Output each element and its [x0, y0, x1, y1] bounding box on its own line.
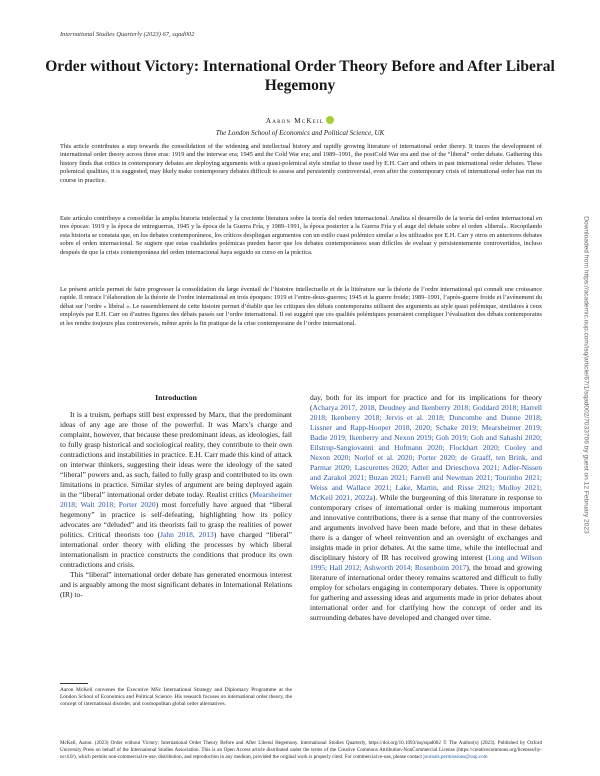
abstract-english: This article contributes a step towards the consolidation of the widening and intellectual history and rapidly growing literature of international order theory. It traces the development of international order theory across three eras: 1919 and the interwar era; 1945 and the Cold War era; and 1989–1991, the postCold War era and rise of the “liberal” order debate. Gathering this history finds that critics in contemporary debates are deploying arguments with a quasi-polemical style similar to those used by E.H. Carr and others in past international order debates. These polemical qualities, it is suggested, may likely make contemporary debates difficult to assess and persistently controversial, even after the contemporary crisis of international order has run its course in practice.	[60, 143, 542, 184]
running-head: International Studies Quarterly (2023) 67, sqad002	[60, 31, 195, 38]
left-column	[60, 393, 292, 600]
intro-paragraph-1: It is a truism, perhaps still best expressed by Marx, that the predominant ideas of any age are those of the powerful. It was Marx’s charge and complaint, however, that because these predominant ideas, as ideologies, fail to fully grasp historical and sociological reality, they contribute to their own contradictions and instabilities in practice. E.H. Carr made this kind of attack on interwar thinkers, suggesting their ideas were the ideology of the sated “liberal” powers and, as such, failed to fully grasp and contributed to its own limitations in practice. Similar styles of argument are being deployed again in the “liberal” international order debate today. Realist critics (Mearsheimer 2018; Walt 2018; Porter 2020) most forcefully have argued that “liberal hegemony” in practice is self-defeating, highlighting how its policy advocates are “deluded” and its theorists fail to grasp the realities of power politics. Critical theorists too (Jahn 2018, 2013) have charged “liberal” international order theory with eliding the processes by which liberal internationalism in practice constructs the conditions that produce its own contradictions and crisis.	[60, 410, 293, 569]
citation-link[interactable]: Acharya 2017, 2018, Deudney and Ikenberry 2018; Goddard 2018; Harrell 2018; Ikenberry 2018; Jervis et al. 2018; Duncombe and Dunne 2018; Lissner and Rapp-Hooper 2018, 2020; Schake 2019; Mearsheimer 2019; Badie 2019; Ikenberry and Nexon 2019; Goh 2019; Goh and Sahashi 2020; Eilstrup-Sangiovanni and Hofmann 2020; Flockhart 2020; Cooley and Nexon 2020; Norlof et al. 2020; Porter 2020; de Graaff, ten Brink, and Parmar 2020; Lascurettes 2020; Adler and Drieschova 2021; Adler-Nissen and Zarakol 2021; Buzan 2021; Farrell and Newman 2021; Tourinho 2021; Weiss and Wallace 2021; Lake, Martin, and Risse 2021; Molloy 2021; McKeil 2021, 2022a	[310, 403, 542, 502]
orcid-icon[interactable]	[326, 116, 334, 124]
author-bio-note: Aaron McKeil convenes the Executive MSc International Strategy and Diplomacy Programme at the London School of Economics and Political Science. His research focuses on international order theory, the concept of international disorder, and cosmopolitan global order alternatives.	[60, 687, 292, 708]
affiliation: The London School of Economics and Political Science, UK	[215, 129, 385, 137]
footnote-rule	[60, 683, 88, 684]
intro-paragraph-continued: day, both for its import for practice and for its implications for theory (Acharya 2017, 2018, Deudney and Ikenberry 2018; Goddard 2018; Harrell 2018; Ikenberry 2018; Jervis et al. 2018; Duncombe and Dunne 2018; Lissner and Rapp-Hooper 2018, 2020; Schake 2019; Mearsheimer 2019; Badie 2019; Ikenberry and Nexon 2019; Goh 2019; Goh and Sahashi 2020; Eilstrup-Sangiovanni and Hofmann 2020; Flockhart 2020; Cooley and Nexon 2020; Norlof et al. 2020; Porter 2020; de Graaff, ten Brink, and Parmar 2020; Lascurettes 2020; Adler and Drieschova 2021; Adler-Nissen and Zarakol 2021; Buzan 2021; Farrell and Newman 2021; Tourinho 2021; Weiss and Wallace 2021; Lake, Martin, and Risse 2021; Molloy 2021; McKeil 2021, 2022a). While the burgeoning of this literature in response to contemporary crises of international order is making numerous important and innovative contributions, there is a sense that many of the controversies and arguments involved have been made before, and that in these debates there is a danger of wheel reinvention and an oversight of exchanges and insights made in prior debates. At the same time, while the intellectual and disciplinary history of IR has received growing interest (Long and Wilson 1995; Hall 2012; Ashworth 2014; Rosenboim 2017), the broad and growing literature of international order theory remains scattered and difficult to fully employ for scholars engaging in contemporary debates. There is opportunity for gathering and assessing ideas and arguments made in prior debates about international order and for clarifying how the concept of order and its surrounding debates have developed and changed over time.	[310, 393, 542, 622]
citation-link[interactable]: Long and Wilson 1995; Hall 2012; Ashworth 2014; Rosenboim 2017	[310, 553, 542, 572]
abstract-spanish: Este artículo contribuye a consolidar la amplia historia intelectual y la creciente literatura sobre la teoría del orden internacional. Analiza el desarrollo de la teoría del orden internacional en tres épocas: 1919 y la época de entreguerras, 1945 y la época de la Guerra Fría, y 1989–1991, la época posterior a la Guerra Fría y el auge del debate sobre el orden «liberal». Recopilando esta historia se constata que, en los debates contemporáneos, los críticos despliegan argumentos con un estilo cuasi polémico similar a los utilizados por E.H. Carr y otros en anteriores debates sobre el orden internacional. Se sugiere que estas cualidades polémicas pueden hacer que los debates contemporáneos sean difíciles de evaluar y persistentemente controvertidos, incluso después de que la crisis contemporánea del orden internacional haya seguido su curso en la práctica.	[60, 215, 542, 256]
author-name: Aaron McKeil	[265, 117, 325, 125]
download-watermark: Downloaded from https://academic.oup.com/isq/article/67/1/sqad002/7033706 by guest on 12 February 2023	[582, 216, 590, 534]
abstract-french: Le présent article permet de faire progresser la consolidation du large éventail de l’histoire intellectuelle et de la littérature sur la théorie de l’ordre international qui connaît une croissance rapide. Il retrace l’élaboration de la théorie de l’ordre international en trois époques: 1919 et l’entre-deux-guerres; 1945 et la guerre froide; 1989–1991, l’après-guerre froide et l’avènement du débat sur l’ordre « libéral ». Le rassemblement de cette histoire permet d’établir que les critiques des débats contemporains utilisent des arguments au style quasi polémique, similaires à ceux employés par E.H. Carr ou d’autres figures des débats passés sur l’ordre international. Il est suggéré que ces qualités polémiques pourraient compliquer l’évaluation des débats contemporains et les rendre toujours plus controversés, même après la fin pratique de la crise contemporaine de l’ordre international.	[60, 286, 542, 327]
permissions-email-link[interactable]: journals.permissions@oup.com	[423, 753, 488, 760]
citation-link[interactable]: Mearsheimer 2018; Walt 2018; Porter 2020	[60, 490, 292, 509]
introduction-heading: Introduction	[155, 393, 197, 402]
author-line	[0, 116, 600, 125]
article-title: Order without Victory: International Order Theory Before and After Liberal Hegemony	[45, 58, 555, 94]
right-column	[310, 393, 542, 623]
intro-paragraph-2: This “liberal” international order debate has generated enormous interest and is arguably among the most significant debates in International Relations (IR) to-	[60, 570, 292, 599]
copyright-notice: McKeil, Aaron. (2023) Order without Victory: International Order Theory Before and After Liberal Hegemony. International Studies Quarterly, https://doi.org/10.1093/isq/sqad002 © The Author(s) (2023). Published by Oxford University Press on behalf of the International Studies Association. This is an Open Access article distributed under the terms of the Creative Commons Attribution-NonCommercial License (https://creativecommons.org/licenses/by-nc/4.0/), which permits non-commercial re-use, distribution, and reproduction in any medium, provided the original work is properly cited. For commercial re-use, please contact journals.permissions@oup.com	[60, 740, 542, 760]
citation-link[interactable]: Jahn 2018, 2013	[160, 530, 214, 539]
